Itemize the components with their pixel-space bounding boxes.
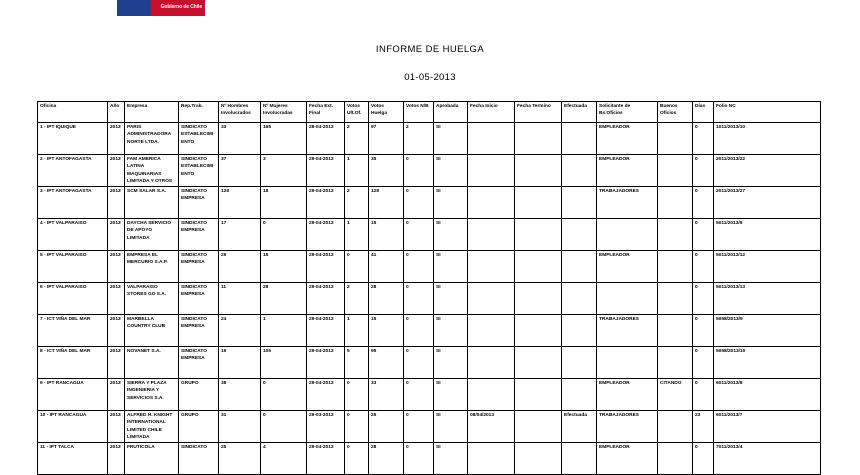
table-cell: 2013 [108, 443, 125, 475]
table-cell [515, 283, 562, 315]
table-cell: 2 [404, 123, 434, 155]
column-header: Fecha Inicio [468, 102, 515, 123]
table-cell: SI [434, 443, 468, 475]
table-cell: SINDICATO EMPRESA [179, 347, 219, 379]
table-cell: 2013 [108, 251, 125, 283]
table-cell: 1 [345, 219, 369, 251]
table-row [38, 251, 821, 283]
table-cell [658, 443, 693, 475]
table-cell: 0 [404, 411, 434, 443]
table-cell: 0 [693, 379, 714, 411]
table-cell: ALFRED H. KNIGHT INTERNATIONAL LIMITED CHILE LIMITADA [125, 411, 179, 443]
table-cell: DAYCHA SERVICIO DE APOYO LIMITADA [125, 219, 179, 251]
column-header: Oficina [38, 102, 108, 123]
table-cell: FRUTICOLA [125, 443, 179, 475]
table-cell: 6011/2013/8 [714, 379, 821, 411]
table-cell: 0 [345, 379, 369, 411]
table-cell: 29-04-2013 [307, 315, 345, 347]
table-cell: 0 [693, 123, 714, 155]
table-cell: 24 [219, 315, 261, 347]
table-cell: 5 - IPT VALPARAISO [38, 251, 108, 283]
table-cell: 3 - IPT ANTOFAGASTA [38, 187, 108, 219]
table-cell [658, 347, 693, 379]
table-cell: 5011/2013/12 [714, 251, 821, 283]
table-cell [468, 283, 515, 315]
table-cell: 5058/2013/10 [714, 347, 821, 379]
table-cell: SINDICATO ESTABLECIMIENTO [179, 155, 219, 187]
table-cell [597, 219, 658, 251]
table-cell [468, 315, 515, 347]
table-cell: 2013 [108, 411, 125, 443]
table-cell: SI [434, 123, 468, 155]
table-cell: EMPLEADOR [597, 123, 658, 155]
table-cell [468, 251, 515, 283]
table-cell [562, 443, 597, 475]
table-cell: 15 [261, 251, 307, 283]
table-cell [562, 379, 597, 411]
table-cell: SI [434, 251, 468, 283]
table-cell: TRABAJADORES [597, 411, 658, 443]
column-header: Fecha Termino [515, 102, 562, 123]
table-cell: 0 [693, 155, 714, 187]
table-cell [658, 123, 693, 155]
table-cell [468, 187, 515, 219]
table-cell [515, 443, 562, 475]
table-cell: 2013 [108, 283, 125, 315]
table-cell [562, 123, 597, 155]
table-row [38, 283, 821, 315]
table-cell: 2 [345, 283, 369, 315]
table-cell: 37 [219, 155, 261, 187]
table-cell: 29-04-2013 [307, 187, 345, 219]
table-cell: 08/04/2013 [468, 411, 515, 443]
table-cell: 0 [404, 187, 434, 219]
table-cell: 0 [404, 315, 434, 347]
table-cell [562, 347, 597, 379]
table-cell: 28-04-2013 [307, 123, 345, 155]
table-cell: SINDICATO EMPRESA [179, 283, 219, 315]
table-cell: 25 [219, 443, 261, 475]
table-cell [658, 219, 693, 251]
table-cell: 4 [261, 443, 307, 475]
table-cell: 2011/2013/27 [714, 187, 821, 219]
table-cell: CITANDO [658, 379, 693, 411]
table-cell: 105 [261, 347, 307, 379]
table-cell: SI [434, 379, 468, 411]
table-row [38, 347, 821, 379]
table-cell: 18 [261, 187, 307, 219]
table-cell: 0 [345, 411, 369, 443]
table-cell: 11 - IPT TALCA [38, 443, 108, 475]
table-body [38, 123, 821, 475]
column-header: Empresa [125, 102, 179, 123]
table-cell: 2013 [108, 315, 125, 347]
table-cell: GRUPO [179, 379, 219, 411]
table-row [38, 219, 821, 251]
table-cell: SCM SALAR S.A. [125, 187, 179, 219]
table-cell: 7 - ICT VIÑA DEL MAR [38, 315, 108, 347]
table-cell [597, 347, 658, 379]
table-cell: 35 [369, 155, 404, 187]
table-cell: SINDICATO EMPRESA [179, 187, 219, 219]
table-cell [468, 155, 515, 187]
table-cell [468, 123, 515, 155]
table-cell: 29-04-2013 [307, 379, 345, 411]
table-cell: 0 [345, 251, 369, 283]
table-cell: 2013 [108, 347, 125, 379]
table-cell: PARIS ADMINISTRADORA NORTE LTDA. [125, 123, 179, 155]
column-header: Efectuada [562, 102, 597, 123]
table-cell: 0 [404, 219, 434, 251]
table-cell: 2013 [108, 379, 125, 411]
table-row [38, 443, 821, 475]
table-cell [515, 315, 562, 347]
table-cell: 17 [219, 219, 261, 251]
table-cell: 28 [369, 283, 404, 315]
table-cell: 5011/2013/13 [714, 283, 821, 315]
table-cell [562, 283, 597, 315]
table-cell [515, 379, 562, 411]
table-cell [562, 315, 597, 347]
table-cell: 0 [693, 283, 714, 315]
table-cell [515, 187, 562, 219]
table-cell: EMPLEADOR [597, 379, 658, 411]
table-cell: SI [434, 283, 468, 315]
table-cell: 2 [345, 187, 369, 219]
table-cell: 0 [261, 411, 307, 443]
table-cell: 6 - IPT VALPARAISO [38, 283, 108, 315]
table-cell: 0 [693, 347, 714, 379]
table-cell [515, 219, 562, 251]
table-row [38, 123, 821, 155]
table-cell: 11 [219, 283, 261, 315]
report-date: 01-05-2013 [404, 72, 456, 83]
table-cell [515, 251, 562, 283]
table-cell: 165 [261, 123, 307, 155]
table-cell: EMPLEADOR [597, 155, 658, 187]
table-cell: 5058/2013/9 [714, 315, 821, 347]
table-cell: VALPARAISO STORES GO S.A. [125, 283, 179, 315]
table-cell: 0 [404, 443, 434, 475]
table-cell [562, 251, 597, 283]
table-cell: 0 [693, 187, 714, 219]
table-cell: SI [434, 347, 468, 379]
column-header: Fecha Ext. Final [307, 102, 345, 123]
table-cell [515, 123, 562, 155]
table-cell [658, 283, 693, 315]
table-cell: 28 [369, 443, 404, 475]
table-cell: 29-04-2013 [307, 251, 345, 283]
column-header: Año [108, 102, 125, 123]
table-cell: 29 [219, 251, 261, 283]
table-cell: 0 [693, 219, 714, 251]
column-header: Folio NC [714, 102, 821, 123]
table-cell [468, 379, 515, 411]
table-cell: FAM AMERICA LATINA MAQUINARIAS LIMITADA Y OTROS [125, 155, 179, 187]
table-cell [468, 219, 515, 251]
table-cell: 28 [261, 283, 307, 315]
table-cell: 29-03-2013 [307, 411, 345, 443]
table-cell [562, 219, 597, 251]
header-row [38, 102, 821, 123]
table-cell: 10 - IPT RANCAGUA [38, 411, 108, 443]
table-cell [562, 187, 597, 219]
table-cell: 0 [261, 379, 307, 411]
table-cell [515, 347, 562, 379]
table-cell: 0 [345, 443, 369, 475]
table-cell: 25 [369, 411, 404, 443]
column-header: Nº Hombres Involucrados [219, 102, 261, 123]
table-cell: 2011/2013/22 [714, 155, 821, 187]
table-cell: 0 [404, 283, 434, 315]
table-row [38, 155, 821, 187]
table-cell: SINDICATO EMPRESA [179, 315, 219, 347]
table-cell [515, 411, 562, 443]
table-cell: SINDICATO EMPRESA [179, 251, 219, 283]
table-cell: SI [434, 219, 468, 251]
table-cell [658, 155, 693, 187]
table-cell: 2013 [108, 155, 125, 187]
table-cell: 0 [693, 315, 714, 347]
column-header: Nº Mujeres Involucradas [261, 102, 307, 123]
table-cell [597, 283, 658, 315]
report-title: INFORME DE HUELGA [375, 44, 485, 55]
table-cell: 0 [404, 155, 434, 187]
table-cell [658, 315, 693, 347]
table-cell: SI [434, 315, 468, 347]
table-cell: 0 [404, 251, 434, 283]
table-cell: 2013 [108, 123, 125, 155]
table-cell: 0 [693, 443, 714, 475]
logo-text: Gobierno de Chile [160, 4, 202, 10]
table-cell: SI [434, 411, 468, 443]
table-cell: 5011/2013/9 [714, 219, 821, 251]
table-cell: EMPLEADOR [597, 443, 658, 475]
table-cell: 29-04-2013 [307, 155, 345, 187]
table-cell [658, 251, 693, 283]
table-cell [468, 443, 515, 475]
table-cell: 29-04-2013 [307, 443, 345, 475]
column-header: Votos N/B [404, 102, 434, 123]
table-cell: 15 [369, 219, 404, 251]
column-header: Solicitante de Bs.Oficios [597, 102, 658, 123]
table-cell: 31 [219, 411, 261, 443]
table-cell: 9 - IPT RANCAGUA [38, 379, 108, 411]
table-cell: 15 [369, 315, 404, 347]
table-cell: 19 [219, 347, 261, 379]
table-cell: 1011/2013/10 [714, 123, 821, 155]
column-header: Votos Huelga [369, 102, 404, 123]
table-cell: 38 [219, 379, 261, 411]
table-row [38, 379, 821, 411]
table-cell: SI [434, 155, 468, 187]
column-header: Aprobada [434, 102, 468, 123]
table-cell: Efectuada [562, 411, 597, 443]
table-cell: 33 [369, 379, 404, 411]
table-cell: 29-04-2013 [307, 219, 345, 251]
table-cell [562, 155, 597, 187]
table-cell: 0 [404, 379, 434, 411]
table-cell: 29-04-2013 [307, 347, 345, 379]
gobierno-logo [117, 0, 205, 16]
table-cell [468, 347, 515, 379]
table-cell: 95 [369, 347, 404, 379]
column-header: Votos Ult.Of. [345, 102, 369, 123]
strike-report-table [37, 101, 821, 475]
table-cell: 0 [404, 347, 434, 379]
table-cell: 8 - ICT VIÑA DEL MAR [38, 347, 108, 379]
table-cell: 1 [261, 315, 307, 347]
table-cell: 0 [693, 251, 714, 283]
table-cell: EMPLEADOR [597, 251, 658, 283]
table-cell [515, 155, 562, 187]
table-cell: TRABAJADORES [597, 315, 658, 347]
table-cell: 7011/2013/4 [714, 443, 821, 475]
column-header: Buenos Oficios [658, 102, 693, 123]
table-cell: 6011/2013/7 [714, 411, 821, 443]
table-cell: SINDICATO ESTABLECIMIENTO [179, 123, 219, 155]
table-cell [658, 411, 693, 443]
table-cell [658, 187, 693, 219]
table-cell: 3 [261, 155, 307, 187]
table-cell: 2 - IPT ANTOFAGASTA [38, 155, 108, 187]
table-cell: 29-04-2013 [307, 283, 345, 315]
table-row [38, 187, 821, 219]
table-row [38, 315, 821, 347]
table-cell: 1 - IPT IQUIQUE [38, 123, 108, 155]
table-header [38, 102, 821, 123]
table-cell: 4 - IPT VALPARAISO [38, 219, 108, 251]
table-cell: 41 [369, 251, 404, 283]
table-cell: SI [434, 187, 468, 219]
table-cell: NOVANET S.A. [125, 347, 179, 379]
table-cell: 5 [345, 347, 369, 379]
table-cell: 2 [345, 123, 369, 155]
table-row [38, 411, 821, 443]
table-cell: SINDICATO EMPRESA [179, 219, 219, 251]
table-cell: TRABAJADORES [597, 187, 658, 219]
column-header: Días [693, 102, 714, 123]
table-cell: 1 [345, 315, 369, 347]
table-cell: SINDICATO [179, 443, 219, 475]
table-cell: EMPRESA EL MERCURIO S.A.P. [125, 251, 179, 283]
table-cell: SIERRA Y PLAZA INGENIERIA Y SERVICIOS S.A. [125, 379, 179, 411]
table-cell: 128 [219, 187, 261, 219]
table-cell: MARBELLA COUNTRY CLUB [125, 315, 179, 347]
table-cell: 33 [219, 123, 261, 155]
table-cell: 0 [261, 219, 307, 251]
table-cell: 128 [369, 187, 404, 219]
table-cell: 1 [345, 155, 369, 187]
table-cell: 2013 [108, 219, 125, 251]
column-header: Rep.Trab. [179, 102, 219, 123]
table-cell: 2013 [108, 187, 125, 219]
table-cell: 23 [693, 411, 714, 443]
table-cell: GRUPO [179, 411, 219, 443]
table-cell: 97 [369, 123, 404, 155]
